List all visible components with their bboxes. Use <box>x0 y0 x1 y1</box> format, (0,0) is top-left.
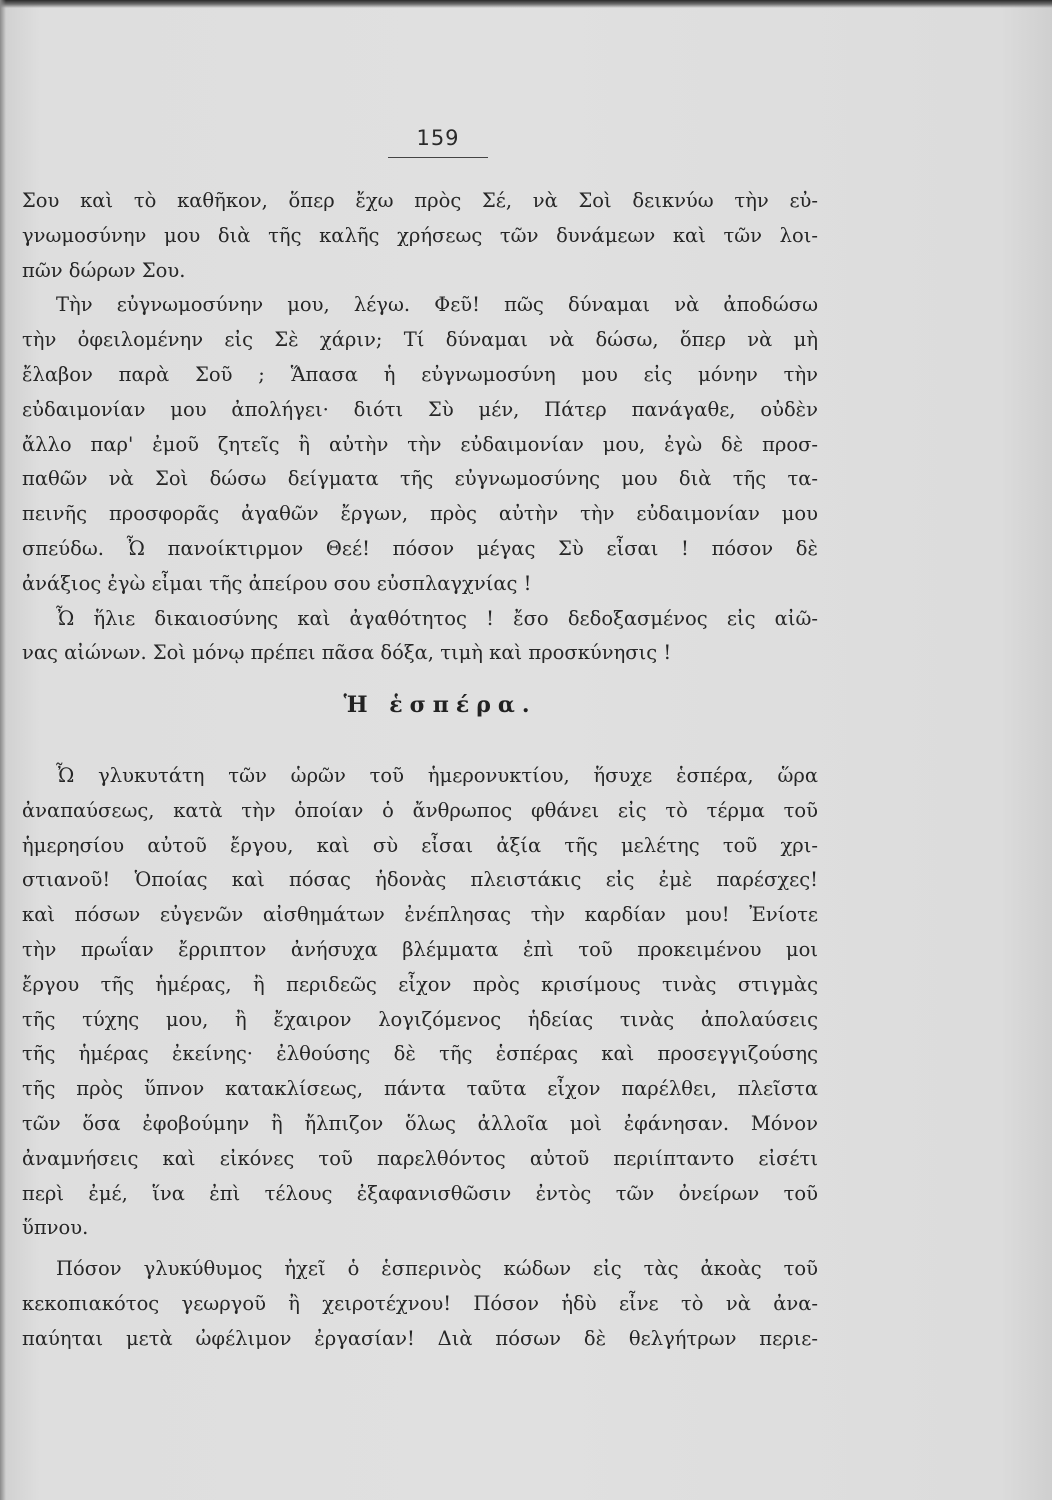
text-line: ἔργου τῆς ἡμέρας, ἢ περιδεῶς εἶχον πρὸς κρισίμους τινὰς στιγμὰς <box>22 972 818 996</box>
section-heading: Ἡ ἑσπέρα. <box>343 692 537 718</box>
text-line: εὐδαιμονίαν μου ἀπολήγει· διότι Σὺ μέν, Πάτερ πανάγαθε, οὐδὲν <box>22 397 818 421</box>
text-block-bottom <box>22 1252 818 1356</box>
text-line: κεκοπιακότος γεωργοῦ ἢ χειροτέχνου! Πόσον ἡδὺ εἶνε τὸ νὰ ἀνα- <box>22 1291 818 1315</box>
text-line: τὴν ὀφειλομένην εἰς Σὲ χάριν; Τί δύναμαι νὰ δώσω, ὅπερ νὰ μὴ <box>22 328 818 352</box>
text-line: νας αἰώνων. Σοὶ μόνῳ πρέπει πᾶσα δόξα, τιμὴ καὶ προσκύνησις ! <box>22 641 672 665</box>
text-block-top <box>22 184 818 671</box>
text-line: ἀναμνήσεις καὶ εἰκόνες τοῦ παρελθόντος αὐτοῦ περιίπταντο εἰσέτι <box>22 1146 818 1170</box>
text-line: παύηται μετὰ ὠφέλιμον ἐργασίαν! Διὰ πόσων δὲ θελγήτρων περιε- <box>22 1326 818 1350</box>
text-line: σπεύδω. Ὦ πανοίκτιρμον Θεέ! πόσον μέγας Σὺ εἶσαι ! πόσον δὲ <box>22 536 818 560</box>
text-line: τῆς πρὸς ὕπνον κατακλίσεως, πάντα ταῦτα εἶχον παρέλθει, πλεῖστα <box>22 1077 818 1101</box>
text-line: Πόσον γλυκύθυμος ἠχεῖ ὁ ἑσπερινὸς κώδων εἰς τὰς ἀκοὰς τοῦ <box>56 1257 818 1280</box>
text-line: ἄλλο παρ' ἐμοῦ ζητεῖς ἢ αὐτὴν τὴν εὐδαιμονίαν μου, ἐγὼ δὲ προσ- <box>22 432 818 456</box>
text-line: Σου καὶ τὸ καθῆκον, ὅπερ ἔχω πρὸς Σέ, νὰ Σοὶ δεικνύω τὴν εὐ- <box>22 189 818 212</box>
text-line: παθῶν νὰ Σοὶ δώσω δείγματα τῆς εὐγνωμοσύνης μου διὰ τῆς τα- <box>22 467 818 491</box>
text-line: στιανοῦ! Ὁποίας καὶ πόσας ἡδονὰς πλειστάκις εἰς ἐμὲ παρέσχες! <box>22 868 818 892</box>
page-number: 159 <box>416 126 460 150</box>
page-number-rule <box>388 157 488 158</box>
text-line: Τὴν εὐγνωμοσύνην μου, λέγω. Φεῦ! πῶς δύναμαι νὰ ἀποδώσω <box>56 293 818 317</box>
text-line: τὴν πρωΐαν ἔρριπτον ἀνήσυχα βλέμματα ἐπὶ τοῦ προκειμένου μοι <box>22 937 818 961</box>
text-block-middle <box>22 759 818 1246</box>
text-line: τῆς τύχης μου, ἢ ἔχαιρον λογιζόμενος ἡδείας τινὰς ἀπολαύσεις <box>22 1007 818 1031</box>
text-line: Ὦ γλυκυτάτη τῶν ὡρῶν τοῦ ἡμερονυκτίου, ἥσυχε ἑσπέρα, ὥρα <box>56 764 818 787</box>
text-line: τῆς ἡμέρας ἐκείνης· ἐλθούσης δὲ τῆς ἑσπέρας καὶ προσεγγιζούσης <box>22 1042 818 1066</box>
text-line: ἡμερησίου αὐτοῦ ἔργου, καὶ σὺ εἶσαι ἀξία τῆς μελέτης τοῦ χρι- <box>22 833 818 857</box>
text-line: καὶ πόσων εὐγενῶν αἰσθημάτων ἐνέπλησας τὴν καρδίαν μου! Ἐνίοτε <box>22 903 818 927</box>
text-line: γνωμοσύνην μου διὰ τῆς καλῆς χρήσεως τῶν δυνάμεων καὶ τῶν λοι- <box>22 223 818 247</box>
text-line: τῶν ὅσα ἐφοβούμην ἢ ἤλπιζον ὅλως ἀλλοῖα μοὶ ἐφάνησαν. Μόνον <box>22 1111 818 1135</box>
page-top-shadow <box>0 0 1052 8</box>
text-line: ὕπνου. <box>22 1216 89 1240</box>
text-line: Ὦ ἥλιε δικαιοσύνης καὶ ἀγαθότητος ! ἔσο δεδοξασμένος εἰς αἰῶ- <box>56 606 818 630</box>
page-left-shadow <box>0 0 6 1500</box>
text-line: ἀναπαύσεως, κατὰ τὴν ὁποίαν ὁ ἄνθρωπος φθάνει εἰς τὸ τέρμα τοῦ <box>22 798 818 822</box>
text-line: πῶν δώρων Σου. <box>22 258 186 282</box>
text-line: πεινῆς προσφορᾶς ἀγαθῶν ἔργων, πρὸς αὐτὴν τὴν εὐδαιμονίαν μου <box>22 502 818 526</box>
text-line: ἔλαβον παρὰ Σοῦ ; Ἅπασα ἡ εὐγνωμοσύνη μου εἰς μόνην τὴν <box>22 362 818 386</box>
text-line: ἀνάξιος ἐγὼ εἶμαι τῆς ἀπείρου σου εὐσπλαγχνίας ! <box>22 571 532 595</box>
text-line: περὶ ἐμέ, ἵνα ἐπὶ τέλους ἐξαφανισθῶσιν ἐντὸς τῶν ὀνείρων τοῦ <box>22 1181 818 1205</box>
